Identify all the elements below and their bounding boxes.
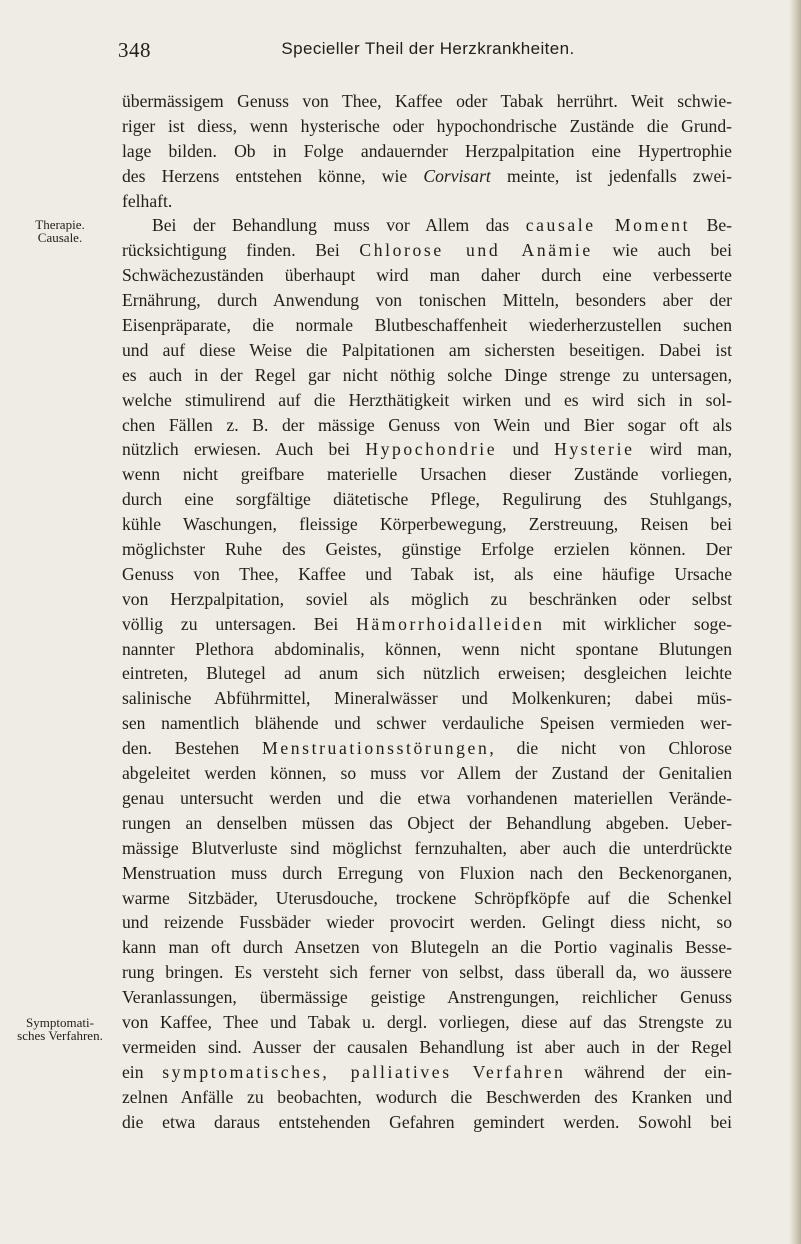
- text-segment: während der ein-: [565, 1061, 732, 1082]
- text-line: [122, 836, 732, 861]
- text-line: [122, 388, 732, 413]
- text-line: [122, 189, 732, 214]
- text-segment: es auch in der Regel gar nicht nöthig solche Dinge strenge zu untersagen,: [122, 364, 732, 385]
- text-segment: nützlich erwiesen. Auch bei: [122, 439, 366, 460]
- text-line: [122, 114, 732, 139]
- text-line: [122, 960, 732, 985]
- text-segment: abgeleitet werden können, so muss vor Allem der Zustand der Genitalien: [122, 763, 732, 784]
- margin-note-symptomatic: [4, 1016, 116, 1042]
- text-segment: die etwa daraus entstehenden Gefahren gemindert werden. Sowohl bei: [122, 1111, 732, 1132]
- text-segment: rungen an denselben müssen das Object der Behandlung abgeben. Ueber-: [122, 812, 732, 833]
- text-segment: felhaft.: [122, 190, 173, 211]
- text-segment: und: [497, 439, 555, 460]
- text-line: [122, 1085, 732, 1110]
- margin-note-line: Therapie.: [35, 217, 85, 232]
- spaced-emphasis: causale Moment: [525, 215, 691, 236]
- text-line: [122, 811, 732, 836]
- text-segment: den. Bestehen: [122, 738, 263, 759]
- text-segment: nannter Plethora abdominalis, können, wenn nicht spontane Blutungen: [122, 638, 732, 659]
- text-line: [122, 1110, 732, 1135]
- running-title: Specieller Theil der Herzkrankheiten.: [281, 39, 575, 58]
- text-segment: salinische Abführmittel, Mineralwässer und Molkenkuren; dabei müs-: [122, 688, 732, 709]
- text-segment: rung bringen. Es versteht sich ferner von selbst, dass überall da, wo äussere: [122, 962, 732, 983]
- text-segment: durch eine sorgfältige diätetische Pflege, Regulirung des Stuhlgangs,: [122, 489, 732, 510]
- text-segment: Genuss von Thee, Kaffee und Tabak ist, als eine häufige Ursache: [122, 563, 732, 584]
- text-line: [122, 910, 732, 935]
- text-line: [122, 313, 732, 338]
- text-segment: Eisenpräparate, die normale Blutbeschaffenheit wiederherzustellen suchen: [122, 315, 732, 336]
- margin-note-line: sches Verfahren.: [17, 1028, 103, 1043]
- text-segment: kann man oft durch Ansetzen von Blutegeln an die Portio vaginalis Besse-: [122, 937, 732, 958]
- body-text: [122, 89, 732, 1134]
- text-line: [122, 512, 732, 537]
- margin-note-therapy: [4, 218, 116, 244]
- margin-note-line: Causale.: [37, 230, 83, 245]
- text-segment: genau untersucht werden und die etwa vorhandenen materiellen Verände-: [122, 787, 732, 808]
- text-line: [122, 861, 732, 886]
- text-segment: mit wirklicher soge-: [544, 613, 732, 634]
- text-line: [122, 1010, 732, 1035]
- text-line: [122, 711, 732, 736]
- text-line: [122, 89, 732, 114]
- text-line: [122, 413, 732, 438]
- text-segment: wird man,: [634, 439, 732, 460]
- text-line: [122, 935, 732, 960]
- text-segment: Veranlassungen, übermässige geistige Anstrengungen, reichlicher Genuss: [122, 987, 732, 1008]
- page-number: 348: [118, 38, 151, 62]
- text-segment: übermässigem Genuss von Thee, Kaffee oder Tabak herrührt. Weit schwie-: [122, 91, 732, 111]
- spaced-emphasis: Hysterie: [554, 439, 635, 460]
- text-line: [122, 985, 732, 1010]
- text-segment: , die nicht von Chlorose: [489, 738, 732, 759]
- text-segment: möglichster Ruhe des Geistes, günstige Erfolge erzielen können. Der: [122, 539, 732, 560]
- text-line: [122, 537, 732, 562]
- text-segment: des Herzens entstehen könne, wie: [122, 165, 424, 186]
- text-segment: meinte, ist jedenfalls zwei-: [490, 165, 733, 186]
- text-line: [122, 661, 732, 686]
- text-line: [122, 462, 732, 487]
- spaced-emphasis: Menstruationsstörungen: [262, 738, 490, 759]
- text-segment: chen Fällen z. B. der mässige Genuss von Wein und Bier sogar oft als: [122, 414, 732, 435]
- text-segment: riger ist diess, wenn hysterische oder hypochondrische Zustände die Grund-: [122, 115, 732, 136]
- text-line: [122, 562, 732, 587]
- text-line: [122, 363, 732, 388]
- text-line: [122, 587, 732, 612]
- text-segment: von Herzpalpitation, soviel als möglich zu beschränken oder selbst: [122, 588, 732, 609]
- text-segment: Menstruation muss durch Erregung von Fluxion nach den Beckenorganen,: [122, 862, 732, 883]
- spaced-emphasis: Hypochondrie: [365, 439, 498, 460]
- italic-name: Corvisart: [423, 165, 491, 186]
- text-line: [122, 637, 732, 662]
- text-segment: sen namentlich blähende und schwer verdauliche Speisen vermieden wer-: [122, 713, 732, 734]
- text-line: [122, 487, 732, 512]
- spaced-emphasis: symptomatisches, palliatives Verfahren: [162, 1061, 566, 1082]
- text-line: [122, 761, 732, 786]
- text-line: [122, 437, 732, 462]
- text-line: [122, 786, 732, 811]
- text-segment: Bei der Behandlung muss vor Allem das: [152, 215, 526, 236]
- text-line: [122, 263, 732, 288]
- text-line: [122, 612, 732, 637]
- text-segment: warme Sitzbäder, Uterusdouche, trockene Schröpfköpfe auf die Schenkel: [122, 887, 732, 908]
- text-segment: völlig zu untersagen. Bei: [122, 613, 357, 634]
- text-line: [122, 213, 732, 238]
- text-line: [122, 164, 732, 189]
- text-line: [122, 139, 732, 164]
- text-segment: und auf diese Weise die Palpitationen am sichersten beseitigen. Dabei ist: [122, 339, 732, 360]
- text-segment: rücksichtigung finden. Bei: [122, 240, 360, 261]
- text-segment: Be-: [690, 215, 732, 236]
- text-segment: mässige Blutverluste sind möglichst fernzuhalten, aber auch die unterdrückte: [122, 837, 732, 858]
- page-header: [118, 38, 738, 68]
- text-segment: kühle Waschungen, fleissige Körperbewegung, Zerstreuung, Reisen bei: [122, 514, 732, 535]
- text-line: [122, 886, 732, 911]
- text-line: [122, 1035, 732, 1060]
- text-segment: wenn nicht greifbare materielle Ursachen dieser Zustände vorliegen,: [122, 464, 732, 485]
- text-segment: eintreten, Blutegel ad anum sich nützlich erweisen; desgleichen leichte: [122, 663, 732, 684]
- text-segment: welche stimulirend auf die Herzthätigkeit wirken und es wird sich in sol-: [122, 389, 732, 410]
- text-line: [122, 686, 732, 711]
- spaced-emphasis: Chlorose und Anämie: [359, 240, 593, 261]
- text-segment: Ernährung, durch Anwendung von tonischen Mitteln, besonders aber der: [122, 290, 732, 311]
- text-segment: zelnen Anfälle zu beobachten, wodurch die Beschwerden des Kranken und: [122, 1086, 732, 1107]
- text-line: [122, 338, 732, 363]
- text-segment: von Kaffee, Thee und Tabak u. dergl. vorliegen, diese auf das Strengste zu: [122, 1011, 732, 1032]
- text-line: [122, 736, 732, 761]
- text-line: [122, 238, 732, 263]
- text-segment: lage bilden. Ob in Folge andauernder Herzpalpitation eine Hypertrophie: [122, 140, 732, 161]
- text-segment: und reizende Fussbäder wieder provocirt werden. Gelingt diess nicht, so: [122, 912, 732, 933]
- text-line: [122, 288, 732, 313]
- text-segment: ein: [122, 1061, 163, 1082]
- text-segment: wie auch bei: [592, 240, 732, 261]
- text-segment: Schwächezuständen überhaupt wird man daher durch eine verbesserte: [122, 265, 732, 286]
- text-line: [122, 1060, 732, 1085]
- page-edge-shadow: [789, 0, 801, 1244]
- margin-note-line: Symptomati-: [26, 1015, 94, 1030]
- spaced-emphasis: Hämorrhoidalleiden: [356, 613, 545, 634]
- text-segment: vermeiden sind. Ausser der causalen Behandlung ist aber auch in der Regel: [122, 1036, 732, 1057]
